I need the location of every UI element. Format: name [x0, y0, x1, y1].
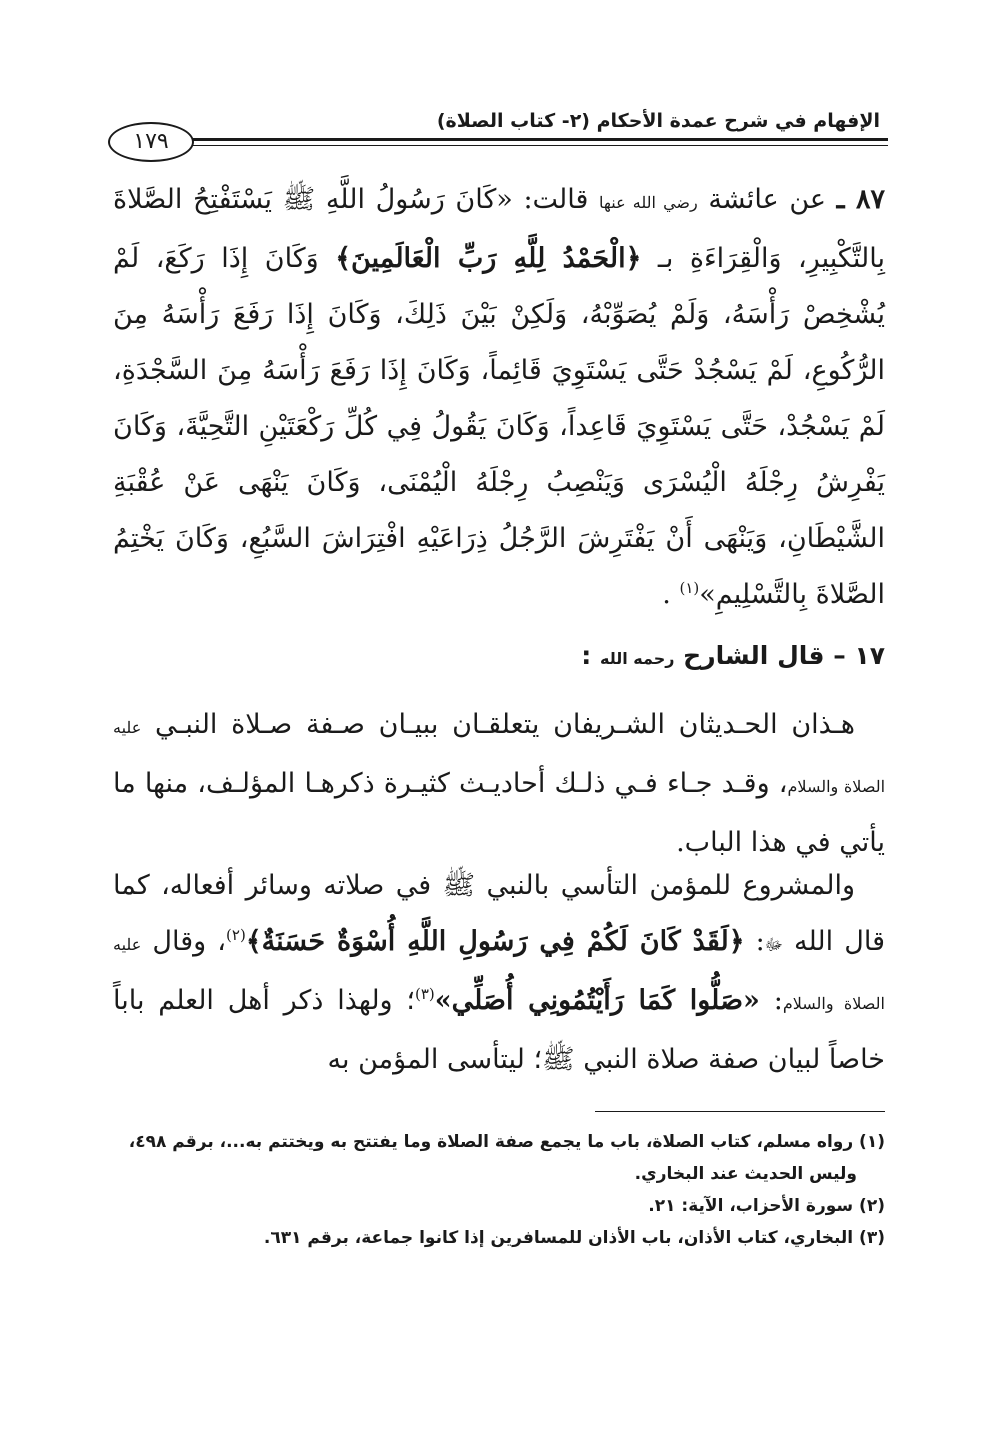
p1-honorific: عليه الصلاة والسلام [113, 718, 886, 796]
section-heading [581, 641, 885, 670]
footnote-ref-3[interactable]: (٣) [414, 985, 435, 1003]
footnote-separator [595, 1111, 885, 1112]
footnote-1: (١) رواه مسلم، كتاب الصلاة، باب ما يجمع صفة الصلاة وما يفتتح به ويختتم به...، برقم ٤٩٨، وليس الحديث عند البخاري. [128, 1132, 885, 1184]
hadith-number: ٨٧ ـ [836, 184, 885, 215]
p2-honorific-2: عليه الصلاة والسلام [113, 935, 885, 1013]
commentary-paragraph-2 [113, 858, 885, 1088]
p2-text-f: ؛ ليتأسى المؤمن به [327, 1044, 543, 1075]
p1-text-a: هـذان الحـديثان الشـريفان يتعلقـان ببيـان صـفة صـلاة النبـي [154, 709, 855, 740]
hadith-pray-as-you-see: «صَلُّوا كَمَا رَأَيْتُمُونِي أُصَلِّي» [434, 985, 760, 1016]
hadith-open: «كَانَ رَسُولُ اللَّهِ [325, 184, 513, 215]
quran-verse-ahzab: ﴿لَقَدْ كَانَ لَكُمْ فِي رَسُولِ اللَّهِ أُسْوَةٌ حَسَنَةٌ﴾ [245, 926, 745, 957]
p2-honorific-1: ﷺ [442, 870, 476, 901]
running-header-title: الإفهام في شرح عمدة الأحكام (٢- كتاب الصلاة) [436, 110, 880, 132]
p2-text-e: ؛ ولهذا ذكر أهل العلم باباً خاصاً لبيان صفة صلاة النبي [113, 985, 885, 1075]
header-rule-thin [190, 145, 888, 146]
section-title: قال الشارح [683, 641, 825, 670]
p2-text-c: ، وقال [152, 926, 227, 957]
section-number: ١٧ – [833, 641, 885, 670]
paragraph-1 [113, 697, 885, 871]
hadith-intro: عن عائشة [708, 184, 827, 215]
hadith-part1: يَسْتَفْتِحُ الصَّلاةَ بِالتَّكْبِيرِ، وَالْقِرَاءَةِ بـ [113, 184, 885, 274]
p2-honorific-allah: ﷻ [764, 935, 783, 954]
p2-colon: : [755, 926, 765, 957]
hadith-said: قالت: [523, 184, 589, 215]
honorific-commentator: رحمه الله [599, 649, 675, 668]
p2-text-d: : [773, 985, 783, 1016]
header-rule [190, 138, 888, 141]
footnote-ref-2[interactable]: (٢) [226, 926, 246, 944]
honorific-aisha: رضي الله عنها [599, 193, 698, 212]
honorific-prophet: ﷺ [282, 184, 316, 215]
footnote-ref-1[interactable]: (١) [679, 579, 700, 597]
p1-text-b: ، وقـد جـاء فـي ذلـك أحاديـث كثيـرة ذكرهـا المؤلـف، منها ما يأتي في هذا الباب. [113, 768, 885, 858]
hadith-end: . [662, 579, 671, 610]
hadith-text [113, 172, 885, 623]
hadith-part2: وَكَانَ إِذَا رَكَعَ، لَمْ يُشْخِصْ رَأْسَهُ، وَلَمْ يُصَوِّبْهُ، وَلَكِنْ بَيْنَ ذَلِكَ، وَكَانَ إِذَا رَفَعَ رَأْسَهُ مِنَ الرُّكُوعِ، لَمْ يَسْجُدْ حَتَّى يَسْتَوِيَ قَائِماً، وَكَانَ إِذَا رَفَعَ رَأْسَهُ مِنَ السَّجْدَةِ، لَمْ يَسْجُدْ، حَتَّى يَسْتَوِيَ قَاعِداً، وَكَانَ يَقُولُ فِي كُلِّ رَكْعَتَيْنِ التَّحِيَّةَ، وَكَانَ يَفْرِشُ رِجْلَهُ الْيُسْرَى وَيَنْصِبُ رِجْلَهُ الْيُمْنَى، وَكَانَ يَنْهَى عَنْ عُقْبَةِ الشَّيْطَانِ، وَيَنْهَى أَنْ يَفْتَرِشَ الرَّجُلُ ذِرَاعَيْهِ افْتِرَاشَ السَّبُعِ، وَكَانَ يَخْتِمُ الصَّلاةَ بِالتَّسْلِيمِ» [113, 243, 885, 610]
quran-verse-fatiha: ﴿الْحَمْدُ لِلَّهِ رَبِّ الْعَالَمِينَ﴾ [335, 243, 642, 274]
p2-honorific-3: ﷺ [542, 1044, 575, 1075]
hadith-paragraph [113, 172, 885, 623]
paragraph-2 [113, 858, 885, 1088]
p2-text-b: في صلاته وسائر أفعاله، كما قال الله [113, 870, 886, 957]
section-colon: : [581, 641, 592, 670]
footnotes [113, 1126, 885, 1254]
p2-text-a: والمشروع للمؤمن التأسي بالنبي [486, 870, 855, 901]
footnote-2: (٢) سورة الأحزاب، الآية: ٢١. [648, 1196, 885, 1216]
commentary-paragraph-1 [113, 697, 885, 871]
footnote-3: (٣) البخاري، كتاب الأذان، باب الأذان للمسافرين إذا كانوا جماعة، برقم ٦٣١. [263, 1228, 885, 1248]
page-number-oval: ١٧٩ [108, 122, 194, 162]
